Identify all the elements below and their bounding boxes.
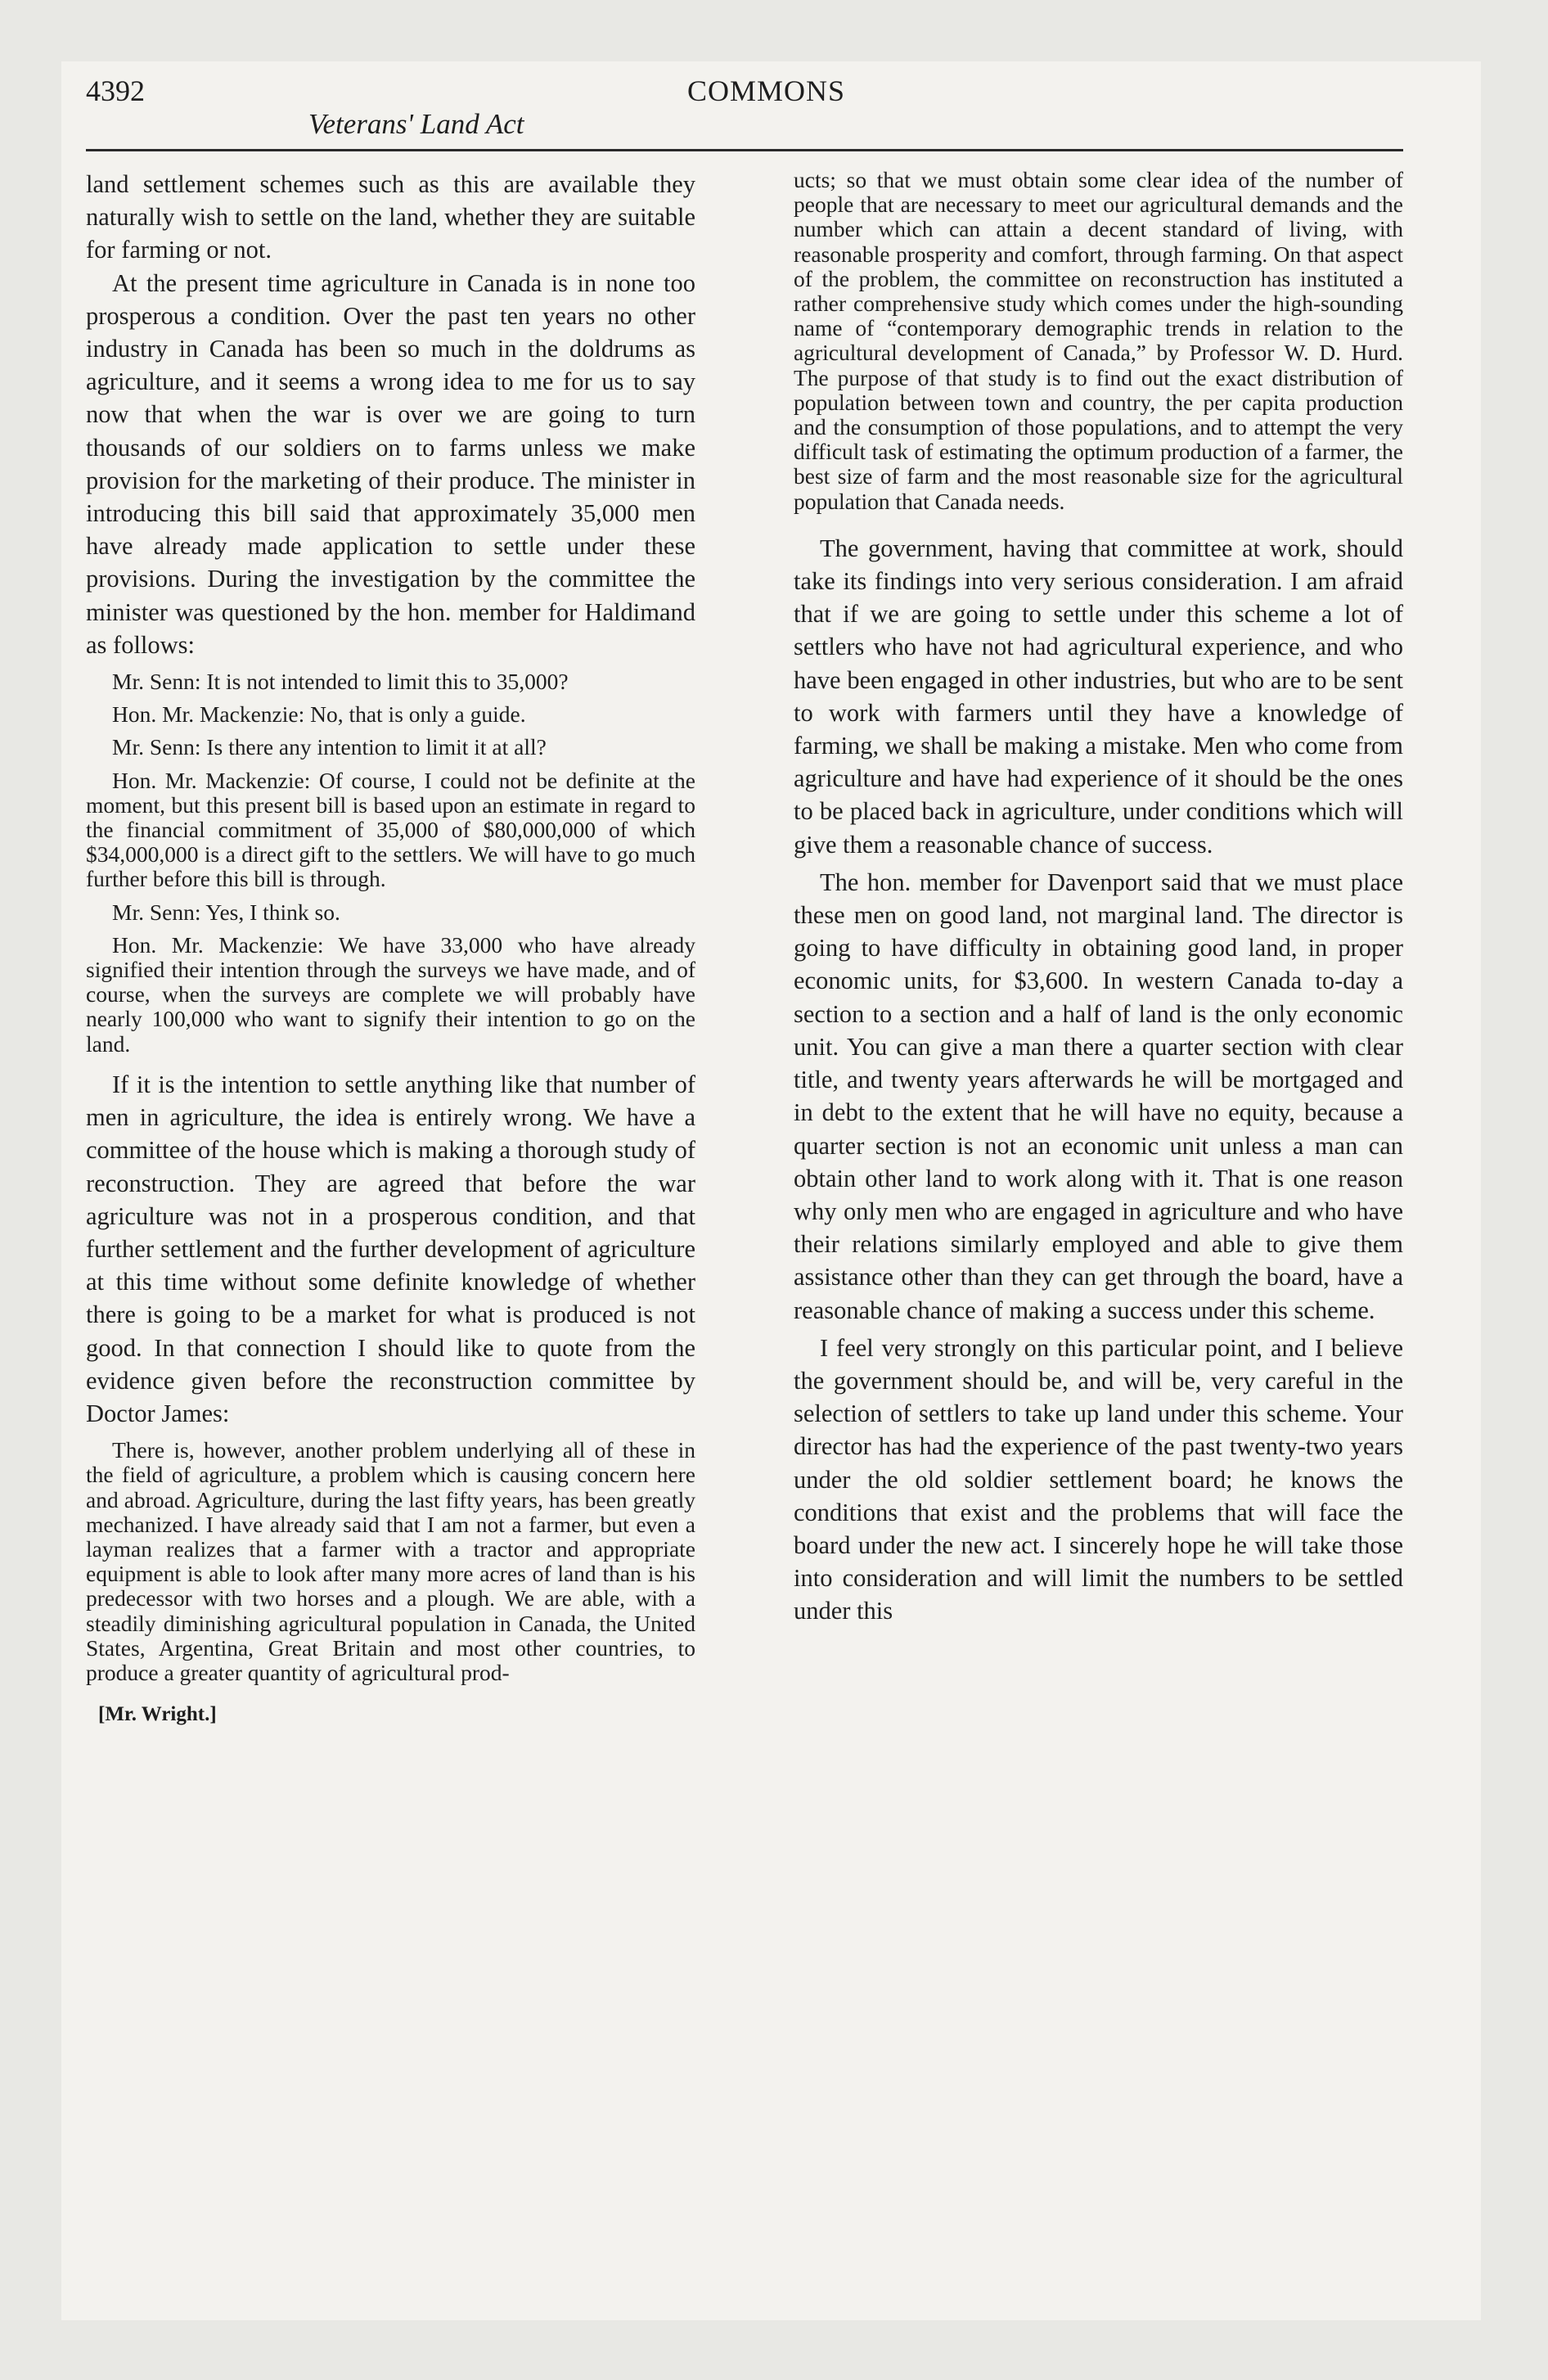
quotation: ucts; so that we must obtain some clear idea of the number of people that are necessary to meet our agricultural demands and the number which can attain a decent standard of living, with reasonable prosperity and comfort, through farming. On that aspect of the problem, the committee on reconstruction has instituted a rather comprehensive study which comes under the high-sounding name of “contemporary demographic trends in relation to the agricultural development of Canada,” by Professor W. D. Hurd. The purpose of that study is to find out the exact distribution of population between town and country, the per capita production and the consumption of those populations, and to attempt the very difficult task of estimating the optimum production of a farmer, the best size of farm and the most reasonable size for the agricultural population that Canada needs.	[794, 167, 1403, 514]
quotation: Mr. Senn: It is not intended to limit this to 35,000?	[112, 669, 569, 695]
right-column	[794, 168, 1403, 1628]
paragraph: I feel very strongly on this particular point, and I believe the government should be, and will be, very careful in the selection of settlers to take up land under this scheme. Your director has had the experience of the past twenty-two years under the old soldier settlement board; he knows the conditions that exist and the problems that will face the board under the new act. I sincerely hope he will take those into consideration and will limit the numbers to be settled under this	[794, 1333, 1403, 1625]
quotation: Mr. Senn: Is there any intention to limit it at all?	[112, 734, 547, 760]
page-number: 4392	[86, 74, 145, 107]
speaker-attribution: [Mr. Wright.]	[98, 1703, 217, 1726]
left-column	[86, 168, 695, 1726]
quotation: Hon. Mr. Mackenzie: Of course, I could not be definite at the moment, but this present bill is based upon an estimate in regard to the financial commitment of 35,000 of $80,000,000 of which $34,000,000 is a direct gift to the settlers. We will have to go much further before this bill is through.	[86, 767, 695, 892]
quotation: Mr. Senn: Yes, I think so.	[112, 899, 340, 925]
quotation: Hon. Mr. Mackenzie: No, that is only a guide.	[112, 701, 526, 728]
quotation: There is, however, another problem underlying all of these in the field of agriculture, a problem which is causing concern here and abroad. Agriculture, during the last fifty years, has been greatly mechanized. I have already said that I am not a farmer, but even a layman realizes that a farmer with a tractor and appropriate equipment is able to look after many more acres of land than is his predecessor with two horses and a plough. We are able, with a steadily diminishing agricultural population in Canada, the United States, Argentina, Great Britain and most other countries, to produce a greater quantity of agricultural prod-	[86, 1437, 695, 1685]
paragraph: If it is the intention to settle anything like that number of men in agriculture, the idea is entirely wrong. We have a committee of the house which is making a thorough study of reconstruction. They are agreed that before the war agriculture was not in a prosperous condition, and that further settlement and the further development of agriculture at this time without some definite knowledge of whether there is going to be a market for what is produced is not good. In that connection I should like to quote from the evidence given before the reconstruction committee by Doctor James:	[86, 1070, 695, 1427]
paragraph: At the present time agriculture in Canada is in none too prosperous a condition. Over the past ten years no other industry in Canada has been so much in the doldrums as agriculture, and it seems a wrong idea to me for us to say now that when the war is over we are going to turn thousands of our soldiers on to farms unless we make provision for the marketing of their produce. The minister in introducing this bill said that approximately 35,000 men have already made application to settle under these provisions. During the investigation by the committee the minister was questioned by the hon. member for Haldimand as follows:	[86, 268, 695, 659]
paragraph: land settlement schemes such as this are available they naturally wish to settle on the land, whether they are suitable for farming or not.	[86, 170, 695, 264]
paragraph: The hon. member for Davenport said that we must place these men on good land, not marginal land. The director is going to have difficulty in obtaining good land, in proper economic units, for $3,600. In western Canada to-day a section to a section and a half of land is the only economic unit. You can give a man there a quarter section with clear title, and twenty years afterwards he will be mortgaged and in debt to the extent that he will have no equity, because a quarter section is not an economic unit unless a man can obtain other land to work along with it. That is one reason why only men who are engaged in agriculture and who have their relations similarly employed and able to give them assistance other than they can get through the board, have a reasonable chance of making a success under this scheme.	[794, 868, 1403, 1324]
header-rule	[86, 149, 1403, 151]
quotation: Hon. Mr. Mackenzie: We have 33,000 who have already signified their intention through the surveys we have made, and of course, when the surveys are complete we will probably have nearly 100,000 who want to signify their intention to go on the land.	[86, 931, 695, 1057]
paragraph: The government, having that committee at work, should take its findings into very serious consideration. I am afraid that if we are going to settle under this scheme a lot of settlers who have not had agricultural experience, and who have been engaged in other industries, but who are to be sent to work with farmers until they have a knowledge of farming, we shall be making a mistake. Men who come from agriculture and have had experience of it should be the ones to be placed back in agriculture, under conditions which will give them a reasonable chance of success.	[794, 534, 1403, 859]
journal-name: COMMONS	[687, 74, 846, 107]
running-title: Veterans' Land Act	[308, 108, 524, 140]
